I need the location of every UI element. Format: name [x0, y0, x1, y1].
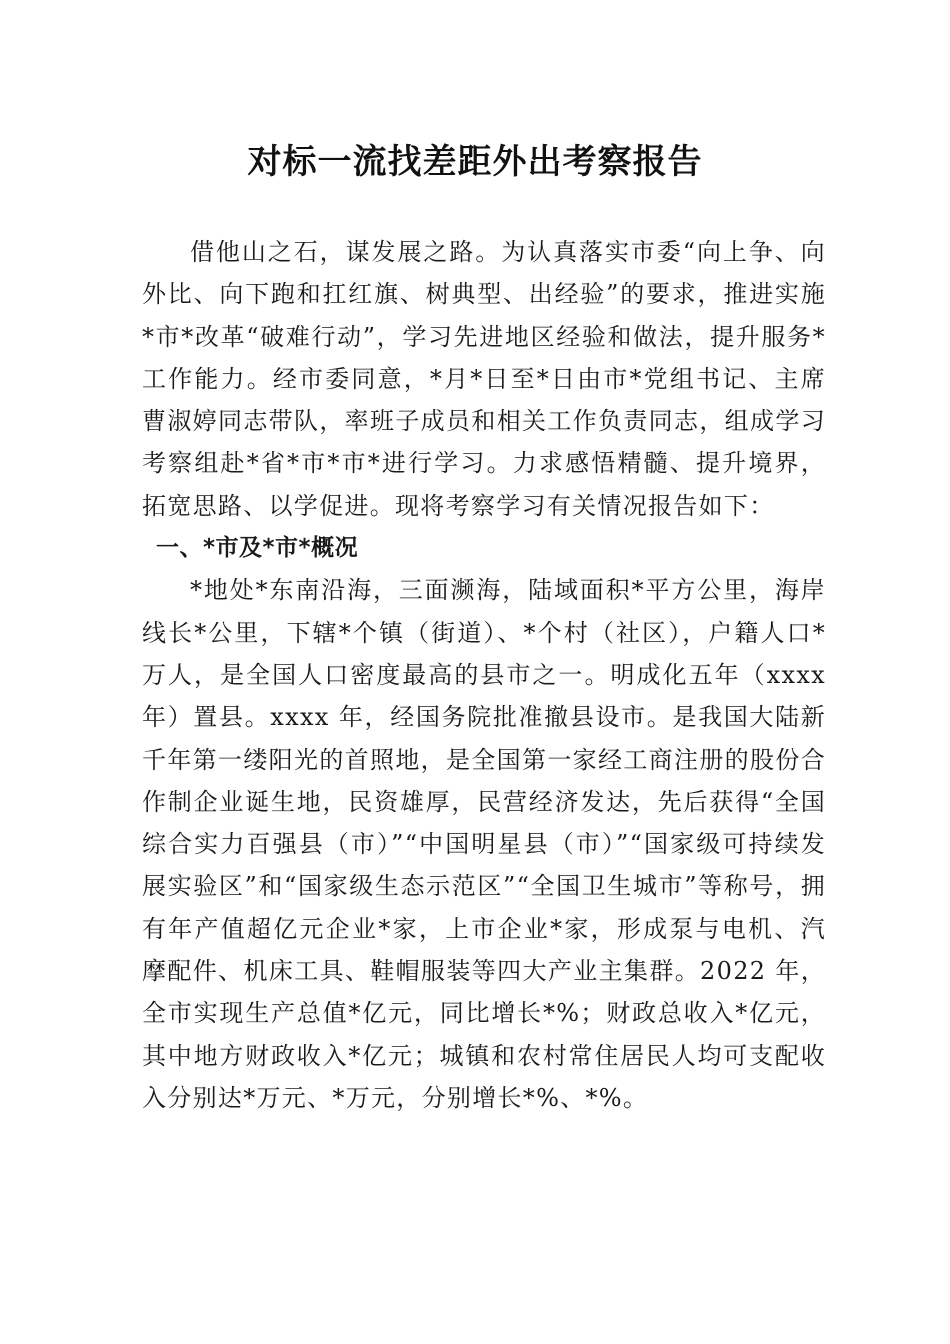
section-heading: 一、*市及*市*概况 [156, 535, 359, 562]
document-body [142, 231, 826, 1119]
overview-paragraph: *地处*东南沿海，三面濒海，陆域面积*平方公里，海岸线长*公里，下辖*个镇（街道）、*个村（社区），户籍人口*万人，是全国人口密度最高的县市之一。明成化五年（xxxx 年）置县。xxxx 年，经国务院批准撤县设市。是我国大陆新千年第一缕阳光的首照地，是全国第一家经工商注册的股份合作制企业诞生地，民资雄厚，民营经济发达，先后获得“全国综合实力百强县（市）”“中国明星县（市）”“国家级可持续发展实验区”和“国家级生态示范区”“全国卫生城市”等称号，拥有年产值超亿元企业*家，上市企业*家，形成泵与电机、汽摩配件、机床工具、鞋帽服装等四大产业主集群。2022 年，全市实现生产总值*亿元，同比增长*%；财政总收入*亿元，其中地方财政收入*亿元；城镇和农村常住居民人均可支配收入分别达*万元、*万元，分别增长*%、*%。 [142, 576, 826, 1112]
document-title: 对标一流找差距外出考察报告 [247, 142, 703, 182]
intro-paragraph: 借他山之石，谋发展之路。为认真落实市委“向上争、向外比、向下跑和扛红旗、树典型、出经验”的要求，推进实施*市*改革“破难行动”，学习先进地区经验和做法，提升服务*工作能力。经市委同意，*月*日至*日由市*党组书记、主席曹淑婷同志带队，率班子成员和相关工作负责同志，组成学习考察组赴*省*市*市*进行学习。力求感悟精髓、提升境界，拓宽思路、以学促进。现将考察学习有关情况报告如下： [142, 238, 826, 520]
